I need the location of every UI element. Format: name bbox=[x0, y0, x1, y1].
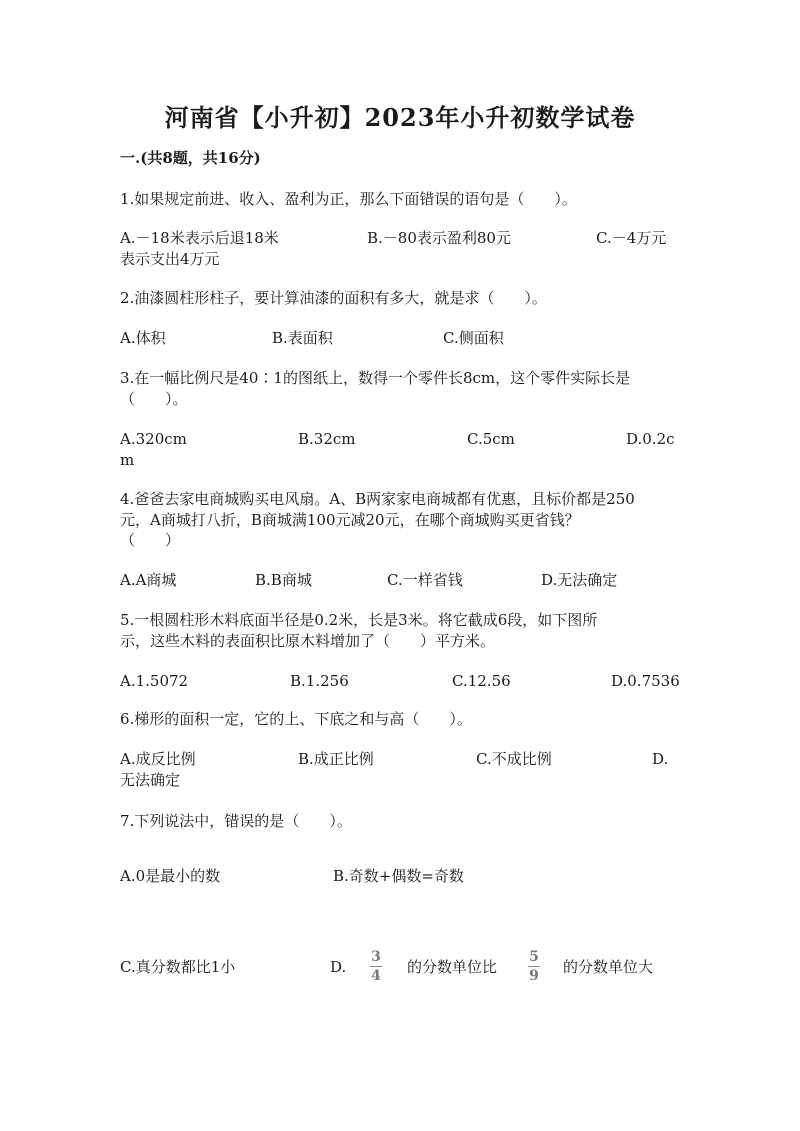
question-4-option-d: D.无法确定 bbox=[541, 571, 618, 589]
question-7-option-c: C.真分数都比1小 bbox=[120, 958, 236, 976]
question-3-option-d: D.0.2c bbox=[626, 430, 675, 448]
fraction-denominator: 4 bbox=[371, 968, 381, 984]
question-2-option-a: A.体积 bbox=[120, 329, 166, 347]
question-4-stem-line-1: 4.爸爸去家电商城购买电风扇。A、B两家家电商城都有优惠，且标价都是250 bbox=[120, 490, 635, 508]
question-1-option-c-continued: 表示支出4万元 bbox=[120, 250, 220, 268]
question-5-option-b: B.1.256 bbox=[290, 672, 349, 690]
question-4-stem-line-2: 元，A商城打八折，B商城满100元减20元，在哪个商城购买更省钱？ bbox=[120, 511, 580, 529]
question-7-option-b: B.奇数+偶数=奇数 bbox=[333, 867, 464, 885]
fraction-three-quarters bbox=[370, 950, 382, 983]
question-3-option-d-continued: m bbox=[120, 451, 135, 469]
question-7-option-d-suffix: 的分数单位大 bbox=[563, 958, 654, 976]
question-5-option-d: D.0.7536 bbox=[611, 672, 680, 690]
question-2-stem: 2.油漆圆柱形柱子，要计算油漆的面积有多大，就是求（ ）。 bbox=[120, 289, 547, 307]
question-3-option-c: C.5cm bbox=[467, 430, 515, 448]
question-4-option-a: A.A商城 bbox=[120, 571, 177, 589]
question-2-option-b: B.表面积 bbox=[272, 329, 333, 347]
question-1-option-c: C.－4万元 bbox=[596, 229, 667, 247]
question-6-option-b: B.成正比例 bbox=[298, 750, 374, 768]
fraction-numerator: 3 bbox=[371, 949, 381, 965]
question-7-option-a: A.0是最小的数 bbox=[120, 867, 221, 885]
question-5-stem-line-2: 示，这些木料的表面积比原木料增加了（ ）平方米。 bbox=[120, 632, 496, 650]
question-7-stem: 7.下列说法中，错误的是（ ）。 bbox=[120, 812, 352, 830]
question-3-stem-line-2: （ ）。 bbox=[120, 390, 188, 408]
question-1-option-a: A.－18米表示后退18米 bbox=[120, 229, 279, 247]
question-3-option-a: A.320cm bbox=[120, 430, 187, 448]
question-1-stem: 1.如果规定前进、收入、盈利为正，那么下面错误的语句是（ ）。 bbox=[120, 190, 577, 208]
question-5-option-c: C.12.56 bbox=[452, 672, 511, 690]
question-4-option-c: C.一样省钱 bbox=[387, 571, 463, 589]
fraction-denominator: 9 bbox=[529, 968, 539, 984]
question-4-stem-line-3: （ ） bbox=[120, 531, 181, 549]
question-1-option-b: B.－80表示盈利80元 bbox=[367, 229, 511, 247]
question-3-stem-line-1: 3.在一幅比例尺是40∶1的图纸上，数得一个零件长8cm，这个零件实际长是 bbox=[120, 369, 631, 387]
question-3-option-b: B.32cm bbox=[298, 430, 356, 448]
question-4-option-b: B.B商城 bbox=[255, 571, 312, 589]
question-7-option-d-label: D. bbox=[330, 958, 347, 976]
fraction-numerator: 5 bbox=[529, 949, 539, 965]
exam-title: 河南省【小升初】2023年小升初数学试卷 bbox=[164, 103, 636, 132]
question-5-stem-line-1: 5.一根圆柱形木料底面半径是0.2米，长是3米。将它截成6段，如下图所 bbox=[120, 611, 598, 629]
fraction-bar bbox=[528, 966, 540, 967]
question-6-option-c: C.不成比例 bbox=[476, 750, 552, 768]
section-heading: 一.(共8题，共16分) bbox=[120, 149, 261, 167]
question-2-option-c: C.侧面积 bbox=[443, 329, 504, 347]
question-5-option-a: A.1.5072 bbox=[120, 672, 189, 690]
question-6-option-a: A.成反比例 bbox=[120, 750, 196, 768]
question-6-option-d-continued: 无法确定 bbox=[120, 771, 181, 789]
question-7-option-d-middle: 的分数单位比 bbox=[407, 958, 498, 976]
fraction-five-ninths bbox=[528, 950, 540, 983]
question-6-stem: 6.梯形的面积一定，它的上、下底之和与高（ ）。 bbox=[120, 710, 472, 728]
fraction-bar bbox=[370, 966, 382, 967]
question-6-option-d: D. bbox=[652, 750, 669, 768]
